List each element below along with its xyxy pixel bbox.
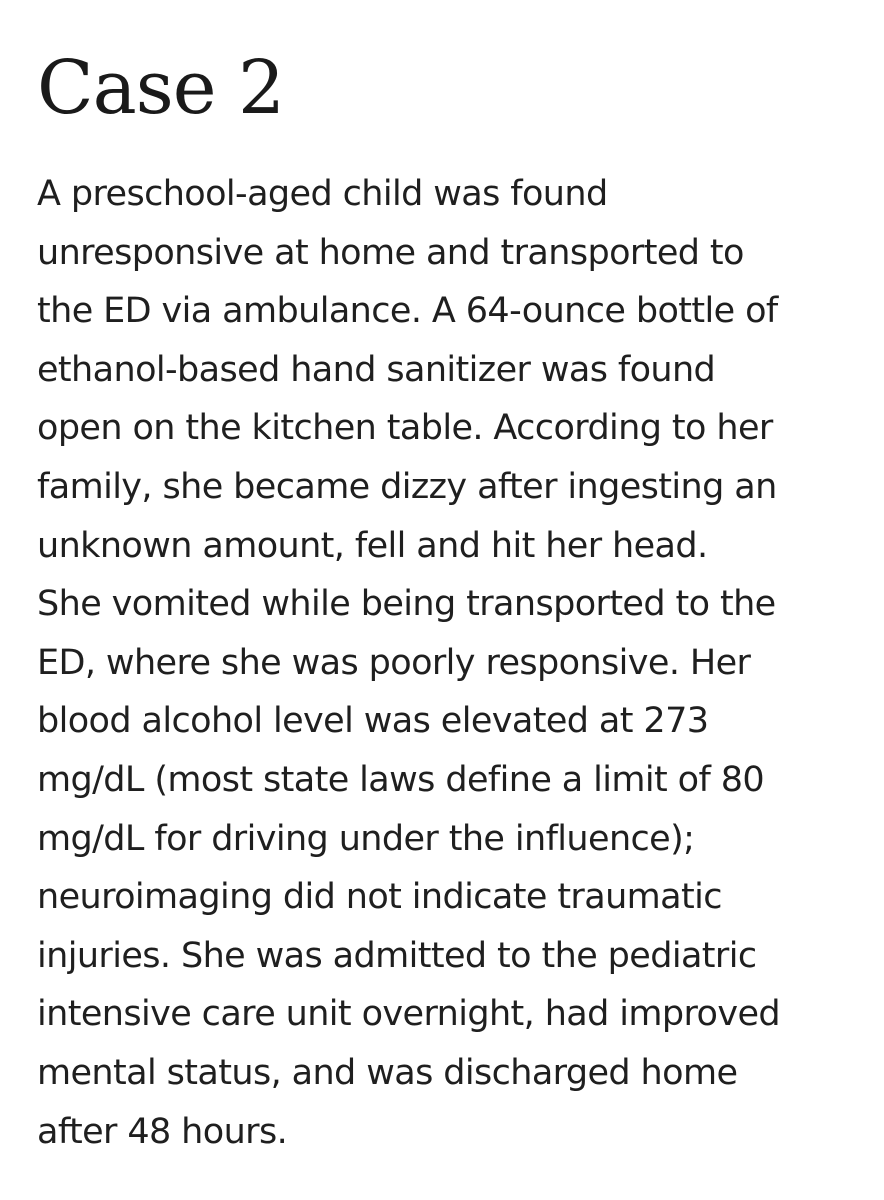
text-line: neuroimaging did not indicate traumatic (37, 877, 722, 918)
text-line: ED, where she was poorly responsive. Her (37, 642, 751, 683)
case-title: Case 2 (37, 45, 285, 131)
text-line: injuries. She was admitted to the pediatric (37, 935, 757, 976)
text-line: intensive care unit overnight, had improved (37, 994, 781, 1035)
text-line: unresponsive at home and transported to (37, 232, 744, 273)
text-line: after 48 hours. (37, 1111, 288, 1152)
text-line: She vomited while being transported to the (37, 584, 776, 625)
text-line: the ED via ambulance. A 64-ounce bottle of (37, 291, 778, 332)
text-line: ethanol-based hand sanitizer was found (37, 349, 716, 390)
text-line: mg/dL (most state laws define a limit of 80 (37, 759, 765, 800)
text-line: unknown amount, fell and hit her head. (37, 525, 708, 566)
case-description (37, 165, 867, 1161)
text-line: open on the kitchen table. According to her (37, 408, 773, 449)
text-line: blood alcohol level was elevated at 273 (37, 701, 709, 742)
text-line: family, she became dizzy after ingesting an (37, 466, 777, 507)
text-line: mg/dL for driving under the influence); (37, 818, 695, 859)
text-line: mental status, and was discharged home (37, 1052, 738, 1093)
text-line: A preschool-aged child was found (37, 174, 608, 214)
